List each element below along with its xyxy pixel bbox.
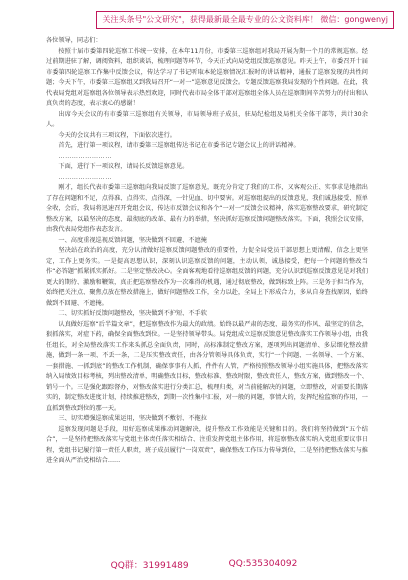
paragraph: ……………………	[58, 173, 112, 181]
footer-qq-group: QQ群：31991489	[110, 560, 189, 571]
paragraph: 刚才，组长代表市委第三巡察组向我局反馈了巡察意见，既充分肯定了我们的工作，又客观公正、实事求是地指出了存在问题和不足，点得准、点得实、点得深，一针见血、切中要害。对巡察组提出的反馈意见，我们诚恳接受、照单全收，会后，我局将迅速召开党组会议，传达市反馈会议和各个“一对一”反馈会议精神，落实巡察整改要求，研究制定整改方案，以最坚决的态度、最彻底的改革、最有力的举措，坚决抓好巡察反馈问题整改落实。下面，我照会议安排，由我代表局党组作表态发言。	[46, 184, 368, 233]
footer-bar	[0, 556, 408, 572]
paragraph: 巡察发现问题是手段，用好巡察成果推动问题解决，提升整改工作效能是关键和目的。我们将坚持做到“五个结合”，一是坚持把整改落实与党组主体责任落实相结合、注重发挥党组主体作用，将巡察整改落实纳入党组重要议事日程，党组书记履行第一责任人职责，班子成员履行“一岗双责”，确保整改工作压力传导到位，二是坚持把整改落实与推进全面从严治党相结合……	[46, 425, 368, 464]
document-body	[46, 36, 368, 546]
paragraph: 认真做好巡察“后半篇文章”，把巡察整改作为最大的政绩。始终以最严肃的态度、最务实的作风、最坚定的信念，狠抓落实，对症下药，确保全面整改到位。一是坚持领导带头。局党组成立巡察反馈意见整改落实工作领导小组，由我任组长，对全局整改落实工作来头抓总全面负责，同时，高标准制定整改方案，逐项列出问题清单、多层细化整改措施，做到一条一项、不丢一条，二是压实整改责任，由各分管领导具体负责，实行“一个问题、一名领导、一个方案、一套措施、一抓到底”的整改工作机制，确保事事有人抓，件件有人管，严格按照整改领导小组实施具体，把整改落实纳入局绩效目标考核，列出整改清单，明确整改目标，整改标准、整改时限，整改责任人，整改方案，做到整改一个、销号一个。三是强化跟踪督办，对整改落实进行分类汇总，梳理归类，对当前能解决的问题，立即整改，对需要长期落实的，制定整改进度计划，持续推进整改，到期一次性集中汇报，对一般的问题，事情大的，发挥纪检监察的作用，一直抓到整改到位的那一天。	[46, 320, 368, 412]
footer-qq: QQ:535304092	[228, 559, 298, 569]
header-bar	[0, 10, 408, 30]
paragraph: 按照十届市委第四轮巡察工作统一安排，在本年11月份，市委第三巡察组对我局开展为期一个月的常规巡察。经过前期进驻了解，调阅资料，组织谈话，梳理问题等环节，今天正式向局党组反馈巡察意见。昨天上午，市委召开十届市委第四轮巡察工作集中反馈会议，传达学习了书记听取本轮巡察情况汇报时的讲话精神，通报了巡察发现的共性问题；今天下午，市委第三巡察组又到我局召开“一对一”巡察意见反馈会。专题反馈巡察我局发现的个性问题。在此，我代表局党组对巡察组各位领导表示热烈欢迎，同时代表市局全体干部对巡察组全体人员在巡察期间辛苦努力的付出和认真负责的态度，表示衷心的感谢！	[46, 47, 368, 107]
paragraph: 各位领导，同志们：	[46, 37, 102, 44]
paragraph: 今天的会议共有三项议程，下面依次进行。	[58, 131, 176, 139]
promo-banner: 关注头条号"公文研究"，获得最新最全最专业的公文资料库！ 微信：gongwenyj	[96, 11, 394, 29]
paragraph: 一、高度重视巡视反馈问题，坚决做到不回避、不遮掩	[58, 236, 207, 244]
paragraph: 出席今天会议的有市委第三巡察组有关领导，市局领导班子成员，驻局纪检组及局机关全体干部等，共计30余人。	[46, 110, 368, 128]
paragraph: 三、切实增强巡察成果运用，坚决做到不敷衍、不拖拉	[58, 415, 207, 422]
paragraph: 二、切实抓好反馈问题整改，坚决做到不护短、不手软	[58, 310, 207, 317]
paragraph: ……………………	[58, 152, 112, 160]
paragraph: 坚决站在政治的高度，充分认清做好巡察反馈问题整改的重要性，力促全局党员干部思想上更清醒，信念上更坚定，工作上更务实。一是提高思想认识，深刻认识巡察反馈的问题，主动认领，诚恳接受，把每一个问题的整改当作“必答题”抓紧抓实抓好。二是坚定整改决心。全面客观地看待巡察组反馈的问题，充分认识到巡察反馈意见是对我们更大的期待、激励和鞭策，真正把巡察整改作为一次难得的机遇，通过彻底整改，做到标致上阵。三是务于担当作为，始终把关注点、聚焦点放在整改措施上，做好问题整改工作，全力以赴，全局上下形成合力，多从自身查找原因，始终做到不回避、不遮掩。	[46, 247, 368, 307]
paragraph: 下面，进行下一项议程，请局长反馈巡察意见。	[58, 163, 189, 170]
paragraph: 首先，进行第一项议程，请市委第三巡察组传达书记在市委书记专题会议上的讲话精神。	[58, 142, 300, 149]
